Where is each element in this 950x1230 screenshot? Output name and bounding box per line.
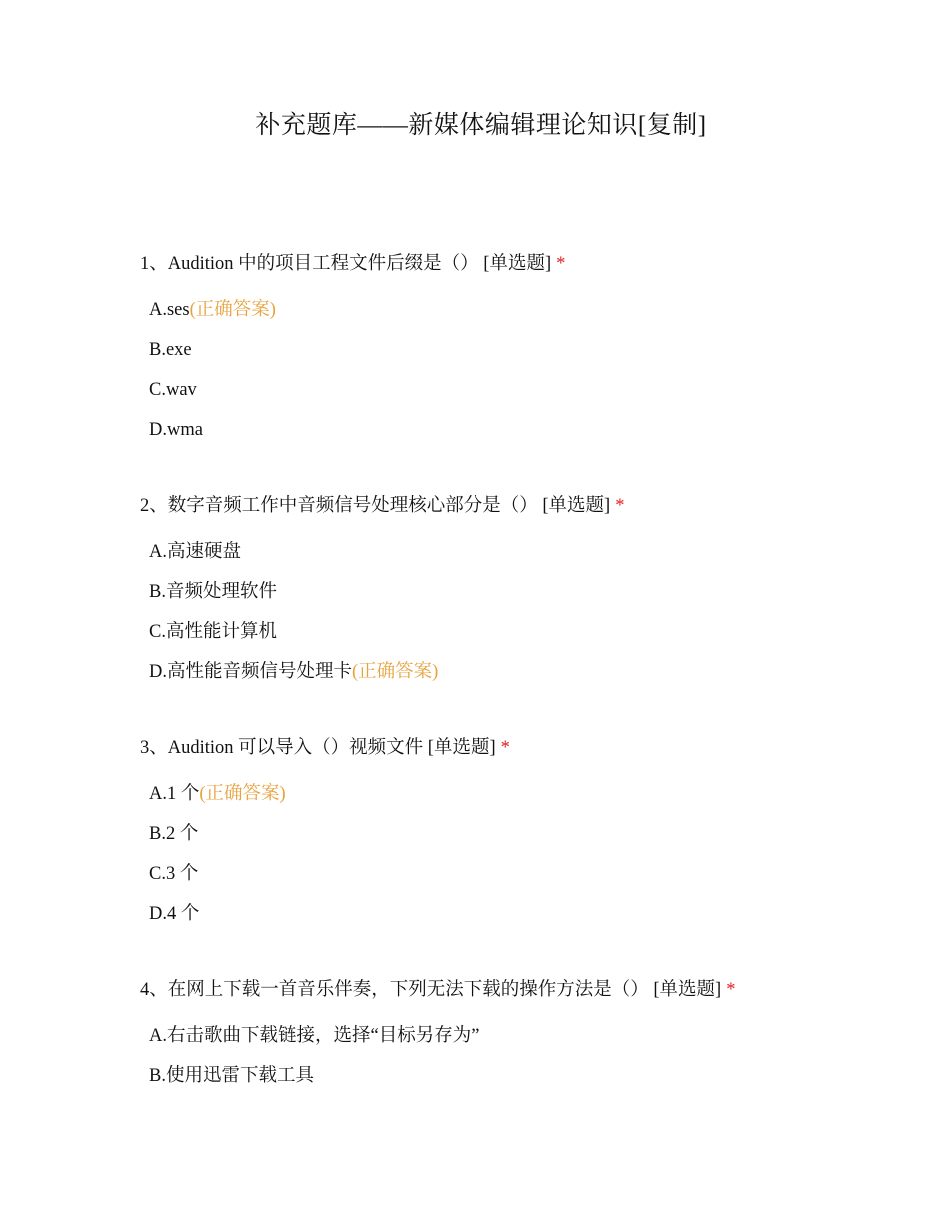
option-text: D.4 个 (149, 904, 200, 924)
option-text: B.exe (149, 340, 192, 360)
option-b (149, 1062, 900, 1090)
option-a (149, 538, 900, 566)
question-text: 1、Audition 中的项目工程文件后缀是（） [单选题] (140, 254, 552, 274)
correct-answer-tag: (正确答案) (352, 662, 439, 682)
question-text: 2、数字音频工作中音频信号处理核心部分是（） [单选题] (140, 496, 611, 516)
option-list (140, 538, 900, 686)
option-c (149, 860, 900, 888)
question-text: 4、在网上下载一首音乐伴奏，下列无法下载的操作方法是（） [单选题] (140, 980, 722, 1000)
option-b (149, 820, 900, 848)
required-marker: * (726, 980, 736, 1000)
option-d (149, 416, 900, 444)
question-2 (140, 491, 900, 698)
option-d (149, 900, 900, 928)
option-d (149, 658, 900, 686)
required-marker: * (500, 738, 510, 758)
option-text: B.音频处理软件 (149, 582, 277, 602)
page-title: 补充题库——新媒体编辑理论知识[复制] (255, 112, 707, 139)
question-title (140, 733, 900, 763)
option-a (149, 296, 900, 324)
option-list (140, 296, 900, 444)
question-4 (140, 975, 900, 1102)
correct-answer-tag: (正确答案) (199, 784, 286, 804)
question-1 (140, 249, 900, 456)
option-c (149, 618, 900, 646)
option-text: C.高性能计算机 (149, 622, 277, 642)
option-list (140, 780, 900, 928)
question-title (140, 975, 900, 1005)
option-text: C.wav (149, 380, 197, 400)
correct-answer-tag: (正确答案) (189, 300, 276, 320)
question-title (140, 249, 900, 279)
option-text: B.2 个 (149, 824, 199, 844)
question-3 (140, 733, 900, 940)
option-text: B.使用迅雷下载工具 (149, 1066, 314, 1086)
question-title (140, 491, 900, 521)
required-marker: * (615, 496, 625, 516)
option-list (140, 1022, 900, 1090)
option-text: D.高性能音频信号处理卡 (149, 662, 352, 682)
option-text: A.高速硬盘 (149, 542, 241, 562)
option-a (149, 1022, 900, 1050)
question-text: 3、Audition 可以导入（）视频文件 [单选题] (140, 738, 496, 758)
option-text: A.ses (149, 300, 190, 320)
option-text: D.wma (149, 420, 203, 440)
option-a (149, 780, 900, 808)
option-b (149, 336, 900, 364)
option-b (149, 578, 900, 606)
option-text: A.右击歌曲下载链接，选择“目标另存为” (149, 1026, 480, 1046)
option-c (149, 376, 900, 404)
option-text: C.3 个 (149, 864, 199, 884)
required-marker: * (556, 254, 566, 274)
option-text: A.1 个 (149, 784, 200, 804)
